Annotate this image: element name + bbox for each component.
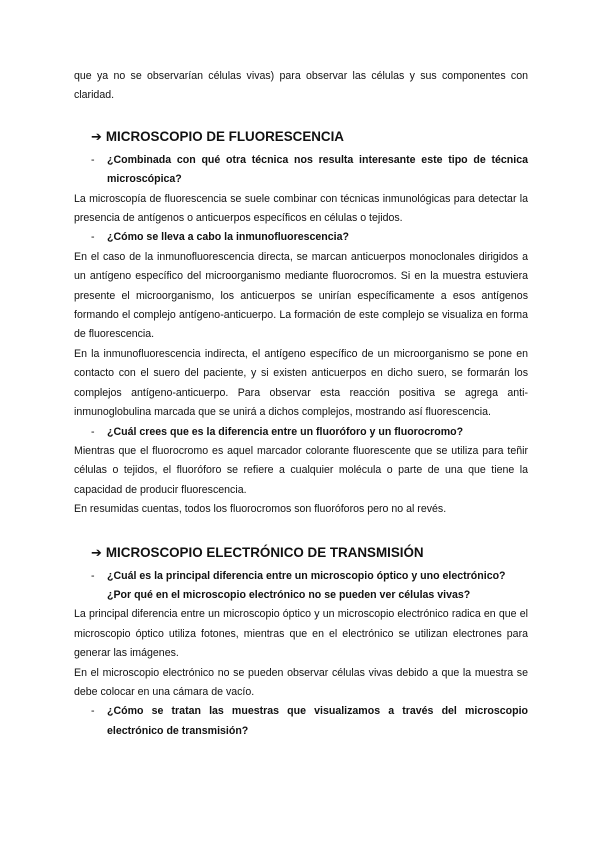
question-item — [74, 423, 528, 442]
arrow-right-icon: ➔ — [91, 129, 102, 145]
answer-paragraph: En la inmunofluorescencia indirecta, el antígeno específico de un microorganismo se pone en contacto con el suero del paciente, y si existen anticuerpos en dicho suero, se formarán los complejos antígeno-anticuerpo. Para observar esta reacción positiva se agrega anti-inmunoglobulina marcada que se unirá a dichos complejos, mostrando así fluorescencia. — [74, 347, 528, 419]
document-page — [74, 67, 528, 741]
answer-paragraph: La principal diferencia entre un microscopio óptico y un microscopio electrónico radica en que el microscopio óptico utiliza fotones, mientras que en el electrónico se utilizan electrones para generar las imágenes. — [74, 608, 528, 660]
bullet-dash: - — [91, 231, 95, 244]
bullet-dash: - — [91, 569, 95, 582]
intro-paragraph: que ya no se observarían células vivas) para observar las células y sus componentes con claridad. — [74, 70, 528, 102]
section-heading-fluorescence — [74, 128, 528, 147]
section-heading-tem — [74, 544, 528, 563]
question-text: ¿Cuál crees que es la diferencia entre un fluoróforo y un fluorocromo? — [107, 425, 464, 438]
answer-paragraph: Mientras que el fluorocromo es aquel marcador colorante fluorescente que se utiliza para teñir células o tejidos, el fluoróforo se refiere a cualquier molécula o parte de una que tiene la capacidad de producir fluorescencia. — [74, 444, 528, 496]
question-text: ¿Cómo se tratan las muestras que visualizamos a través del microscopio electrónico de transmisión? — [107, 705, 528, 737]
answer-paragraph: En resumidas cuentas, todos los fluorocromos son fluoróforos pero no al revés. — [74, 503, 447, 516]
answer-paragraph: En el microscopio electrónico no se pueden observar células vivas debido a que la muestra se debe colocar en una cámara de vacío. — [74, 666, 528, 698]
answer-paragraph: La microscopía de fluorescencia se suele combinar con técnicas inmunológicas para detectar la presencia de antígenos o anticuerpos específicos en células o tejidos. — [74, 192, 528, 225]
bullet-dash: - — [91, 153, 95, 166]
question-text: ¿Cuál es la principal diferencia entre un microscopio óptico y uno electrónico? — [107, 569, 506, 582]
question-text: ¿Cómo se lleva a cabo la inmunofluorescencia? — [107, 231, 349, 244]
bullet-dash: - — [91, 425, 95, 438]
bullet-dash: - — [91, 705, 95, 718]
arrow-right-icon: ➔ — [91, 545, 102, 561]
answer-paragraph: En el caso de la inmunofluorescencia directa, se marcan anticuerpos monoclonales dirigidos a un antígeno específico del microorganismo mediante fluorocromos. Si en la muestra estuviera presente el microorganismo, los anticuerpos se unirían específicamente a esos antígenos formando el complejo antígeno-anticuerpo. La formación de este complejo se visualiza en forma de fluorescencia. — [74, 250, 528, 341]
section-title: MICROSCOPIO DE FLUORESCENCIA — [105, 128, 344, 144]
question-text: ¿Combinada con qué otra técnica nos resulta interesante este tipo de técnica microscópica? — [107, 153, 528, 186]
question-item — [74, 151, 528, 190]
question-text: ¿Por qué en el microscopio electrónico no se pueden ver células vivas? — [107, 588, 471, 601]
question-item — [74, 567, 528, 606]
section-title: MICROSCOPIO ELECTRÓNICO DE TRANSMISIÓN — [105, 544, 424, 560]
question-item — [74, 702, 528, 741]
question-item — [74, 228, 528, 247]
